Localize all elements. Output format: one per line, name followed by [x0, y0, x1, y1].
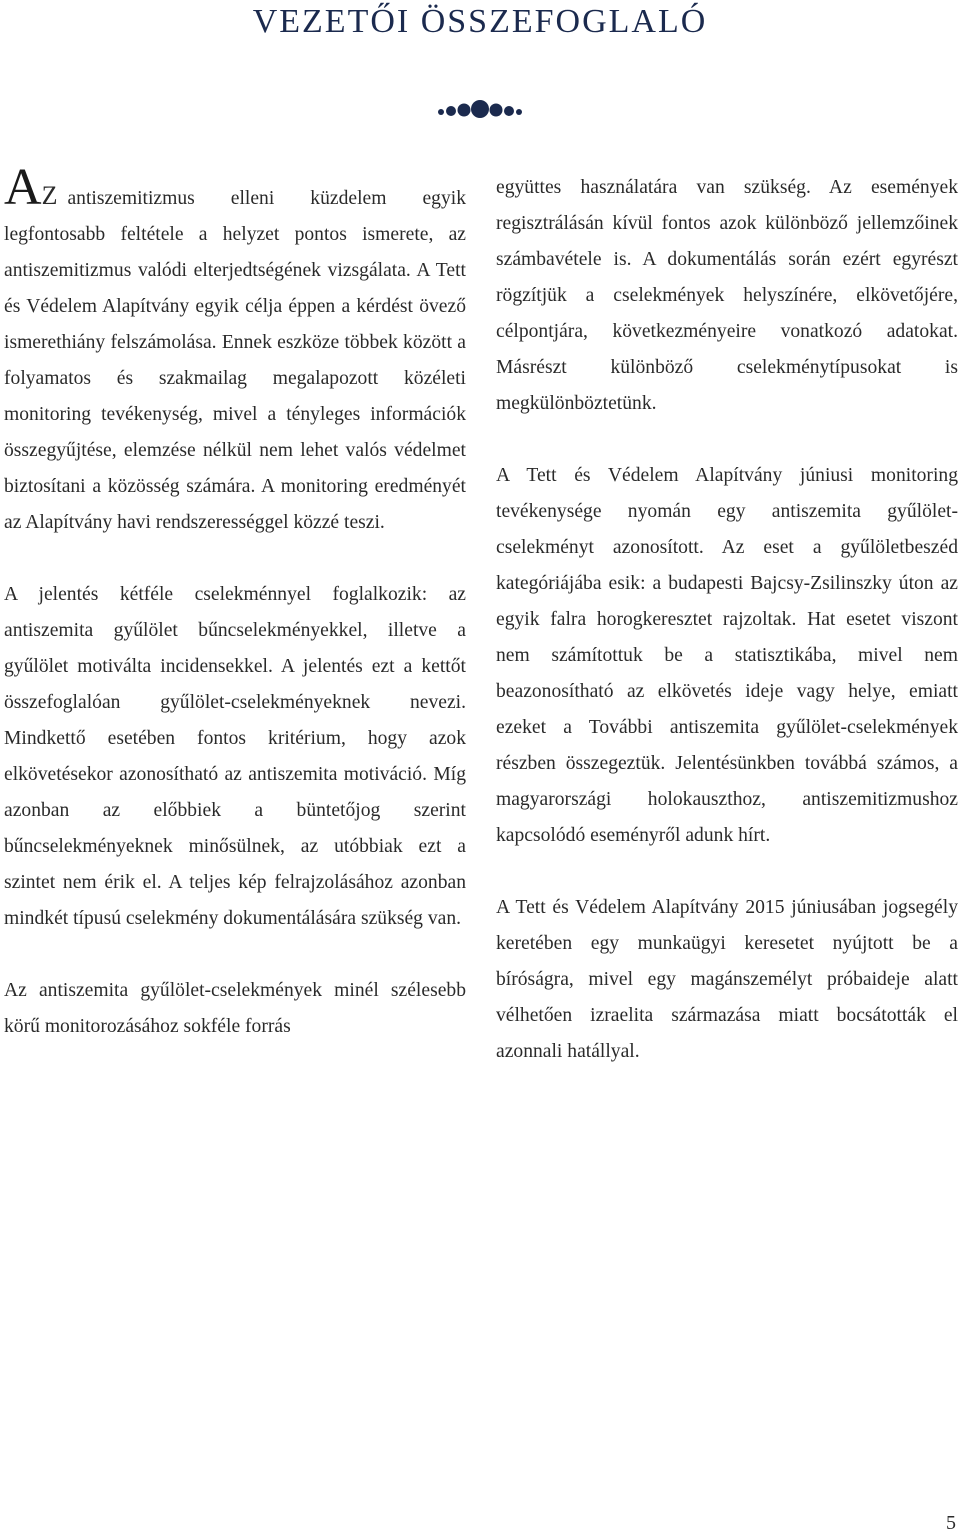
page-title: VEZETŐI ÖSSZEFOGLALÓ — [252, 3, 708, 40]
intro-paragraph-text: antiszemitizmus elleni küzdelem egyik legfontosabb feltétele a helyzet pontos ismerete, az antiszemitizmus valódi elterjedtségének vizsgálata. A Tett és Védelem Alapítvány egyik célja éppen a kérdést övező ismerethiány felszámolása. Ennek eszköze többek között a folyamatos és szakmailag megalapozott közéleti monitoring tevékenység, mivel a tényleges információk összegyűjtése, elemzése nélkül nem lehet valós védelmet biztosítani a közösség számára. A monitoring eredményét az Alapítvány havi rendszerességgel közzé teszi. — [4, 188, 466, 533]
drop-cap: A — [4, 159, 42, 216]
documentation-paragraph: együttes használatára van szükség. Az események regisztrálásán kívül fontos azok különböző jellemzőinek számbavétele is. A dokumentálás során ezért egyrészt rögzítjük a cselekmények helyszínére, elkövetőjére, célpontjára, következményeire vonatkozó adatokat. Másrészt különböző cselekménytípusokat is megkülönböztetünk. — [496, 177, 958, 414]
page-number: 5 — [946, 1512, 956, 1534]
report-scope-paragraph: A jelentés kétféle cselekménnyel foglalkozik: az antiszemita gyűlölet bűncselekményekkel, illetve a gyűlölet motiválta incidensekkel. A jelentés ezt a kettőt összefoglalóan gyűlölet-cselekményeknek nevezi. Mindkettő esetében fontos kritérium, hogy azok elkövetésekor azonosítható az antiszemita motiváció. Míg azonban az előbbiek a büntetőjog szerint bűncselekményeknek minősülnek, az utóbbiak ezt a szintet nem érik el. A teljes kép felrajzolásához azonban mindkét típusú cselekmény dokumentálására szükség van. — [4, 584, 466, 929]
june-monitoring-paragraph: A Tett és Védelem Alapítvány júniusi monitoring tevékenysége nyomán egy antiszemita gyűlölet-cselekményt azonosított. Az eset a gyűlöletbeszéd kategóriájába esik: a budapesti Bajcsy-Zsilinszky úton az egyik falra horogkeresztet rajzoltak. Hat esetet viszont nem számítottuk be a statisztikába, mivel nem beazonosítható az elkövetés ideje vagy helye, emiatt ezeket a További antiszemita gyűlölet-cselekmények részben összegeztük. Jelentésünkben továbbá számos, a magyarországi holokauszthoz, antiszemitizmushoz kapcsolódó eseményről adunk hírt. — [496, 465, 958, 846]
dot-cluster-ornament-icon — [436, 96, 526, 124]
legal-aid-paragraph: A Tett és Védelem Alapítvány 2015 júniusában jogsegély keretében egy munkaügyi keresetet nyújtott be a bíróságra, mivel egy magánszemélyt próbaideje alatt vélhetően izraelita származása miatt bocsátották el azonnali hatállyal. — [496, 897, 958, 1062]
intro-paragraph — [4, 159, 466, 541]
right-column — [496, 170, 958, 1070]
left-column — [4, 159, 466, 1045]
drop-cap-continuation: Z — [41, 181, 58, 210]
sources-paragraph: Az antiszemita gyűlölet-cselekmények minél szélesebb körű monitorozásához sokféle forrás — [4, 980, 466, 1037]
